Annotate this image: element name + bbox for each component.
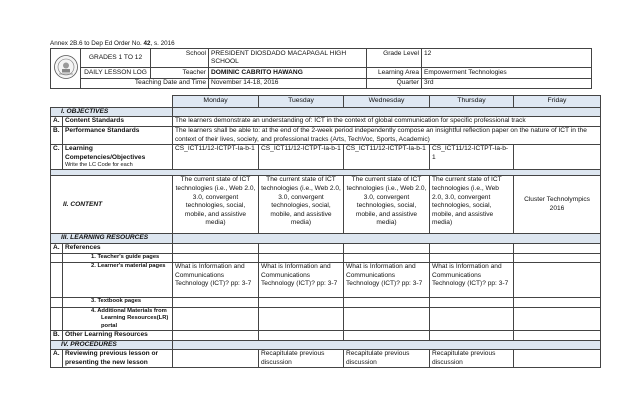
quarter-label: Quarter [367, 78, 422, 89]
lc-code-thursday: CS_ICT11/12-ICTPT-Ia-b-1 [430, 145, 514, 170]
school-value: PRESIDENT DIOSDADO MACAPAGAL HIGH SCHOOL [209, 49, 367, 68]
lc-code-friday [514, 145, 601, 170]
day-wednesday: Wednesday [344, 96, 430, 108]
header-table [50, 48, 592, 89]
teacher-value: DOMINIC CABRITO HAWANG [209, 68, 367, 79]
learning-area-label: Learning Area [367, 68, 422, 79]
day-monday: Monday [173, 96, 259, 108]
day-thursday: Thursday [430, 96, 514, 108]
review-monday [173, 350, 259, 368]
content-thursday: The current state of ICT technologies (i.e., Web 2.0, 3.0, convergent technologies, social, mobile, and assistive media) [430, 176, 514, 234]
learning-area-value: Empowerment Technologies [422, 68, 592, 79]
content-friday: Cluster Technolympics 2016 [514, 176, 601, 234]
other-resources-label: Other Learning Resources [63, 331, 173, 341]
content-tuesday: The current state of ICT technologies (i.e., Web 2.0, 3.0, convergent technologies, social, mobile, and assistive media) [259, 176, 344, 234]
annex-prefix: Annex 2B.6 to Dep Ed Order No. [50, 40, 144, 47]
day-friday: Friday [514, 96, 601, 108]
performance-standards-letter: B. [51, 126, 63, 144]
performance-standards-text: The learners shall be able to: at the end of the 2-week period independently compose an insightful reflection paper on the nature of ICT in the context of their lives, society, and professional tracks (Arts, TechVoc, Sports, Academic) [173, 126, 601, 144]
content-monday: The current state of ICT technologies (i.e., Web 2.0, 3.0, convergent technologies, social, mobile, and assistive media) [173, 176, 259, 234]
lc-code-wednesday: CS_ICT11/12-ICTPT-Ia-b-1 [344, 145, 430, 170]
deped-seal-cell [51, 49, 81, 89]
review-friday [514, 350, 601, 368]
material-wednesday: What is Information and Communications Technology (ICT)? pp: 3-7 [344, 263, 430, 298]
review-thursday: Recapitulate previous discussion [430, 350, 514, 368]
lesson-log-table [50, 95, 601, 368]
competencies-label-cell [63, 145, 173, 170]
competencies-letter: C. [51, 145, 63, 170]
performance-standards-row [51, 126, 601, 144]
references-letter: A. [51, 244, 63, 254]
grade-level-label: Grade Level [367, 49, 422, 68]
content-standards-letter: A. [51, 117, 63, 127]
lc-code-tuesday: CS_ICT11/12-ICTPT-Ia-b-1 [259, 145, 344, 170]
content-standards-text: The learners demonstrate an understanding of: ICT in the context of global communication for specific professional track [173, 117, 601, 127]
learners-material-label: 2. Learner's material pages [63, 263, 173, 298]
competencies-sub: Write the LC Code for each [65, 162, 133, 169]
annex-suffix: , s. 2016 [150, 40, 175, 47]
quarter-value: 3rd [422, 78, 592, 89]
content-row [51, 176, 601, 234]
competencies-row [51, 145, 601, 170]
teacher-label: Teacher [151, 68, 209, 79]
datetime-value: November 14-18, 2016 [209, 78, 367, 89]
resources-band [51, 234, 601, 244]
grades-label: GRADES 1 TO 12 [81, 49, 151, 68]
competencies-label: Learning Competencies/Objectives [65, 145, 146, 161]
days-header-row [51, 96, 601, 108]
review-label-2: presenting the new lesson [65, 358, 148, 366]
procedures-band [51, 340, 601, 350]
other-resources-row [51, 331, 601, 341]
other-resources-letter: B. [51, 331, 63, 341]
review-wednesday: Recapitulate previous discussion [344, 350, 430, 368]
performance-standards-label: Performance Standards [63, 126, 173, 144]
review-label-cell [63, 350, 173, 368]
textbook-label: 3. Textbook pages [63, 298, 173, 308]
content-standards-row [51, 117, 601, 127]
lc-code-monday: CS_ICT11/12-ICTPT-Ia-b-1 [173, 145, 259, 170]
objectives-title: I. OBJECTIVES [51, 107, 173, 117]
material-tuesday: What is Information and Communications Technology (ICT)? pp: 3-7 [259, 263, 344, 298]
grade-level-value: 12 [422, 49, 592, 68]
teachers-guide-label: 1. Teacher's guide pages [63, 253, 173, 263]
content-standards-label: Content Standards [63, 117, 173, 127]
deped-seal-icon [53, 53, 79, 81]
additional-materials-row [51, 307, 601, 331]
annex-order: 42 [143, 40, 151, 47]
teachers-guide-row [51, 253, 601, 263]
additional-materials-line2: Learning Resources(LR) portal [101, 315, 169, 329]
school-label: School [151, 49, 209, 68]
lesson-log-label: DAILY LESSON LOG [81, 68, 151, 79]
content-wednesday: The current state of ICT technologies (i.e., Web 2.0, 3.0, convergent technologies, social, mobile, and assistive media) [344, 176, 430, 234]
datetime-label: Teaching Date and Time [81, 78, 209, 89]
learners-material-row [51, 263, 601, 298]
procedures-title: IV. PROCEDURES [51, 340, 173, 350]
content-title: II. CONTENT [51, 176, 173, 234]
review-row [51, 350, 601, 368]
resources-title: III. LEARNING RESOURCES [51, 234, 173, 244]
additional-materials-label-cell [63, 307, 173, 331]
review-label-1: Reviewing previous lesson or [65, 350, 159, 358]
textbook-row [51, 298, 601, 308]
references-label: References [63, 244, 173, 254]
annex-reference [50, 40, 175, 47]
review-tuesday: Recapitulate previous discussion [259, 350, 344, 368]
additional-materials-line1: 4. Additional Materials from [91, 307, 167, 314]
references-row [51, 244, 601, 254]
review-letter: A. [51, 350, 63, 368]
material-thursday: What is Information and Communications Technology (ICT)? pp: 3-7 [430, 263, 514, 298]
day-tuesday: Tuesday [259, 96, 344, 108]
material-monday: What is Information and Communications Technology (ICT)? pp: 3-7 [173, 263, 259, 298]
objectives-band [51, 107, 601, 117]
